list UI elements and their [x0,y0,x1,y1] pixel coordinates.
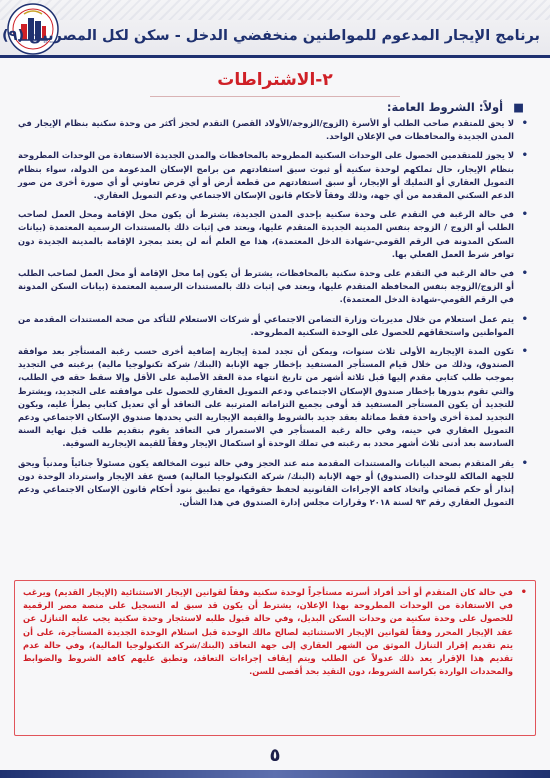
condition-item [18,149,528,202]
bullet-icon: ■ [513,100,524,114]
condition-item [18,208,528,261]
bullet-icon: • [521,346,528,358]
bullet-icon: • [521,209,528,221]
highlighted-condition-box [14,580,536,736]
condition-text: لا يجوز للمتقدمين الحصول على الوحدات السكنية المطروحة بالمحافظات والمدن الجديدة الاستفادة من الوحدات المطروحة بنظام الإيجار، حال تملكهم لوحدة سكنية أو ثبوت سبق استفادتهم من برامج الإسكان المدعومة من الدولة، سواء بنظام التمويل العقاري أو التمليك أو الإيجار، أو سبق استفادتهم من قطعة أرض أو أي قرض تعاوني أو أي صورة أخرى من صور الدعم السكني المقدمة من أي جهة، وذلك وفقاً لأحكام قانون الإسكان الاجتماعي ودعم التمويل العقاري. [18,150,514,201]
section-title: ٢-الاشتراطات [217,70,333,90]
bullet-icon: • [521,150,528,162]
bullet-icon: • [520,587,527,598]
page-number: ٥ [269,745,281,766]
condition-text: لا يحق للمتقدم صاحب الطلب أو الأسرة (الزوج/الزوجة/الأولاد القصر) التقدم لحجز أكثر من وحدة سكنية بنظام الإيجار في المدن الجديدة والمحافظات في الإعلان الواحد. [18,118,514,142]
footer-bar [0,770,550,778]
condition-text: يقر المتقدم بصحة البيانات والمستندات المقدمة منه عند الحجز وفي حالة ثبوت المخالفة يكون مسئولاً جنائياً ومدنياً ويحق للجهة المالكة للوحدات (الصندوق) أو جهة الإنابة (البنك/ شركة التكنولوجيا المالية) فسخ عقد الإيجار واسترداد الوحدة دون إنذار أو حكم قضائي واتخاذ كافة الإجراءات القانونية لحفظ حقوقها، مع تطبيق بنود أحكام قانون الإسكان الاجتماعي ودعم التمويل العقاري رقم ٩٣ لسنة ٢٠١٨ وقرارات مجلس إدارة الصندوق في هذا الشأن. [18,457,514,508]
condition-item [18,345,528,451]
page-header [0,0,550,58]
condition-item [18,313,528,339]
highlighted-condition-item [23,586,527,678]
subhead [24,100,524,114]
condition-text: تكون المدة الإيجارية الأولى ثلاث سنوات، ويمكن أن تجدد لمدة إيجارية إضافية أخرى حسب رغبة المستأجر بعد موافقة الصندوق، وذلك من خلال قيام المستأجر المستفيد بإخطار جهة الإنابة (البنك/ شركة تكنولوجيا مالية) برغبته في التجديد بموجب طلب كتابي مقدم إليها قبل ثلاثة أشهر من تاريخ انتهاء مدة العقد الأصلية على الأقل وإلا سقط حقه في الطلب، والتي تقوم بدورها بإخطار صندوق الإسكان الاجتماعي ودعم التمويل العقاري للحصول على موافقته على التجديد، ويشترط للتجديد أن يكون المستأجر المستفيد قد أوفى بجميع التزاماته المترتبة على التعاقد أو أي تعديل كتابي يطرأ عليه، ويكون التجديد لمدة أخرى واحدة فقط مماثلة بعقد جديد بالشروط والقيمة الإيجارية التي يحددها صندوق الإسكان الاجتماعي ودعم التمويل العقاري في حينه، وفي حالة رغبة المستأجر في الاستمرار في التعاقد يقوم بتقديم طلب قبل نهاية السنة السادسة بعد أدنى ثلاث أشهر محدد به رغبته في تملك الوحدة أو استكمال الإيجار وفقاً للقيمة الإيجارية السوقية. [18,346,514,449]
condition-item [18,267,528,307]
bullet-icon: • [521,118,528,129]
subhead-number: أولاً: [478,100,504,114]
condition-item [18,457,528,510]
header-title: برنامج الإيجار المدعوم للمواطنين منخفضي الدخل - سكن لكل المصريين (٩) [1,28,540,44]
condition-text: في حالة الرغبة في التقدم على وحدة سكنية بإحدى المدن الجديدة، يشترط أن يكون محل الإقامة ومحل العمل لصاحب الطلب أو الزوج / الزوجة بنفس المدينة الجديدة المتقدم عليها، ويعتد في إثبات ذلك بالمستندات الرسمية المعتمدة (بيانات السكن المدونة في الرقم القومي-شهادة الدخل المعتمدة)، هذا مع العلم أنه لن يعتد بمجرد الإقامة بالمدينة الجديدة دون توافر شرط العمل الفعلي بها. [18,209,514,259]
bullet-icon: • [521,457,528,469]
bullet-icon: • [521,268,528,280]
bullet-icon: • [521,313,528,325]
condition-text: في حالة الرغبة في التقدم على وحدة سكنية بالمحافظات، يشترط أن يكون إما محل الإقامة أو محل العمل لصاحب الطلب أو الزوج/الزوجة بنفس المحافظة المتقدم عليها، ويعتد في إثبات ذلك بالمستندات الرسمية المعتمدة (بيانات السكن المدونة في الرقم القومي-شهادة الدخل المعتمدة). [18,268,514,305]
highlighted-condition-text: في حالة كان المتقدم أو أحد أفراد أسرته مستأجراً لوحدة سكنية وفقاً لقوانين الإيجار الاستثنائية (الإيجار القديم) ويرغب في الاستفادة من الوحدات المطروحة بهذا الإعلان، يشترط أن يكون قد سبق له التسجيل على منصة مصر الرقمية للحصول على وحدة سكنية من وحدات السكن البديل، وفي حالة قبول طلبه لاستئجار وحدة سكنية يجب عليه التنازل عن عقد الإيجار المحرر وفقاً لقوانين الإيجار الاستثنائية لصالح مالك الوحدة قبل استلام الوحدة الجديدة المستأجرة، على أن يتم تقديم إقرار التنازل الموثق من الشهر العقاري إلى جهة التعاقد (البنك/شركة التكنولوجيا المالية)، وفي حالة عدم تقديم هذا الإقرار يعد ذلك عدولاً عن الطلب ويتم إيقاف إجراءات التعاقد، وتطبق عليهم كافة الشروط والضوابط والمحددات الواردة بكراسة الشروط، دون التقيد بحد أقصى للسن. [23,587,513,677]
condition-text: يتم عمل استعلام من خلال مديريات وزارة التضامن الاجتماعي أو شركات الاستعلام للتأكد من صحة المستندات المقدمة من المواطنين واستحقاقهم للحصول على الوحدة السكنية المطروحة. [18,313,514,337]
header-pattern [0,0,550,20]
conditions-list [18,117,528,515]
title-divider [150,96,400,97]
condition-item [18,117,528,143]
subhead-label: الشروط العامة: [386,100,475,114]
